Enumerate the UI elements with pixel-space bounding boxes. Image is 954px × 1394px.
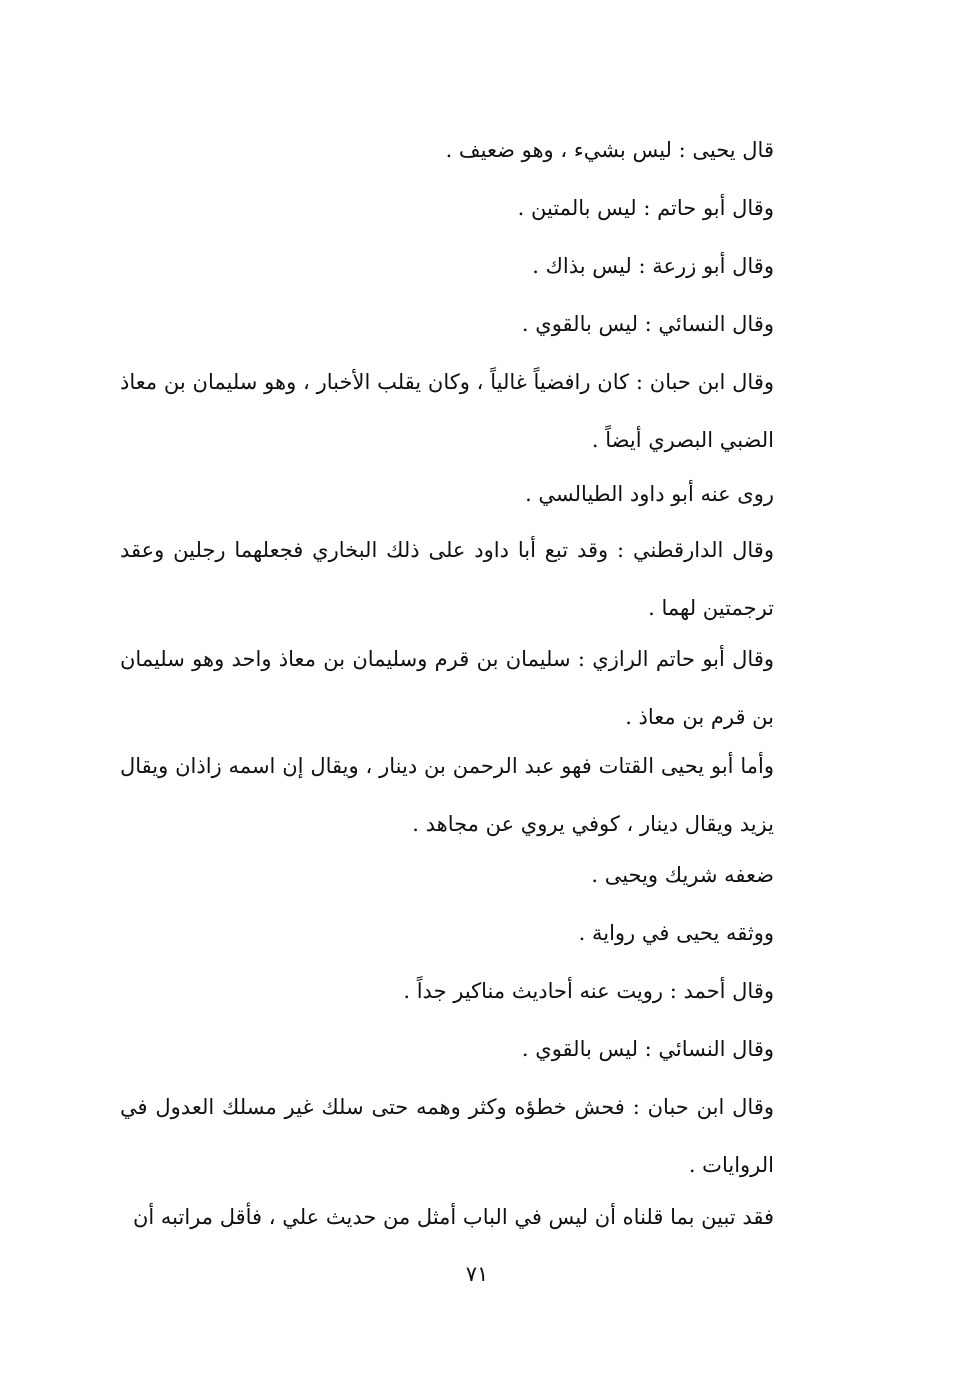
- paragraph-9: وأما أبو يحيى القتات فهو عبد الرحمن بن دينار ، ويقال إن اسمه زاذان ويقال يزيد ويقال دينار ، كوفي يروي عن مجاهد .: [120, 754, 774, 836]
- paragraph-13: وقال النسائي : ليس بالقوي .: [521, 1037, 774, 1061]
- page-number: ٧١: [465, 1262, 489, 1286]
- paragraph-5: وقال ابن حبان : كان رافضياً غالياً ، وكان يقلب الأخبار ، وهو سليمان بن معاذ الضبي البصري أيضاً .: [120, 370, 774, 452]
- paragraph-10: ضعفه شريك ويحيى .: [591, 863, 774, 887]
- paragraph-7: وقال الدارقطني : وقد تبع أبا داود على ذلك البخاري فجعلهما رجلين وعقد ترجمتين لهما .: [120, 538, 774, 620]
- paragraph-15: فقد تبين بما قلناه أن ليس في الباب أمثل من حديث علي ، فأقل مراتبه أن: [132, 1205, 774, 1229]
- paragraph-1: قال يحيى : ليس بشيء ، وهو ضعيف .: [445, 138, 774, 162]
- paragraph-11: ووثقه يحيى في رواية .: [578, 921, 774, 945]
- paragraph-12: وقال أحمد : رويت عنه أحاديث مناكير جداً .: [403, 979, 774, 1003]
- paragraph-8: وقال أبو حاتم الرازي : سليمان بن قرم وسليمان بن معاذ واحد وهو سليمان بن قرم بن معاذ .: [120, 647, 774, 729]
- paragraph-6: روى عنه أبو داود الطيالسي .: [525, 482, 774, 506]
- paragraph-14: وقال ابن حبان : فحش خطؤه وكثر وهمه حتى سلك غير مسلك العدول في الروايات .: [120, 1095, 774, 1177]
- paragraph-3: وقال أبو زرعة : ليس بذاك .: [532, 254, 774, 278]
- paragraph-4: وقال النسائي : ليس بالقوي .: [521, 312, 774, 336]
- paragraph-2: وقال أبو حاتم : ليس بالمتين .: [517, 196, 774, 220]
